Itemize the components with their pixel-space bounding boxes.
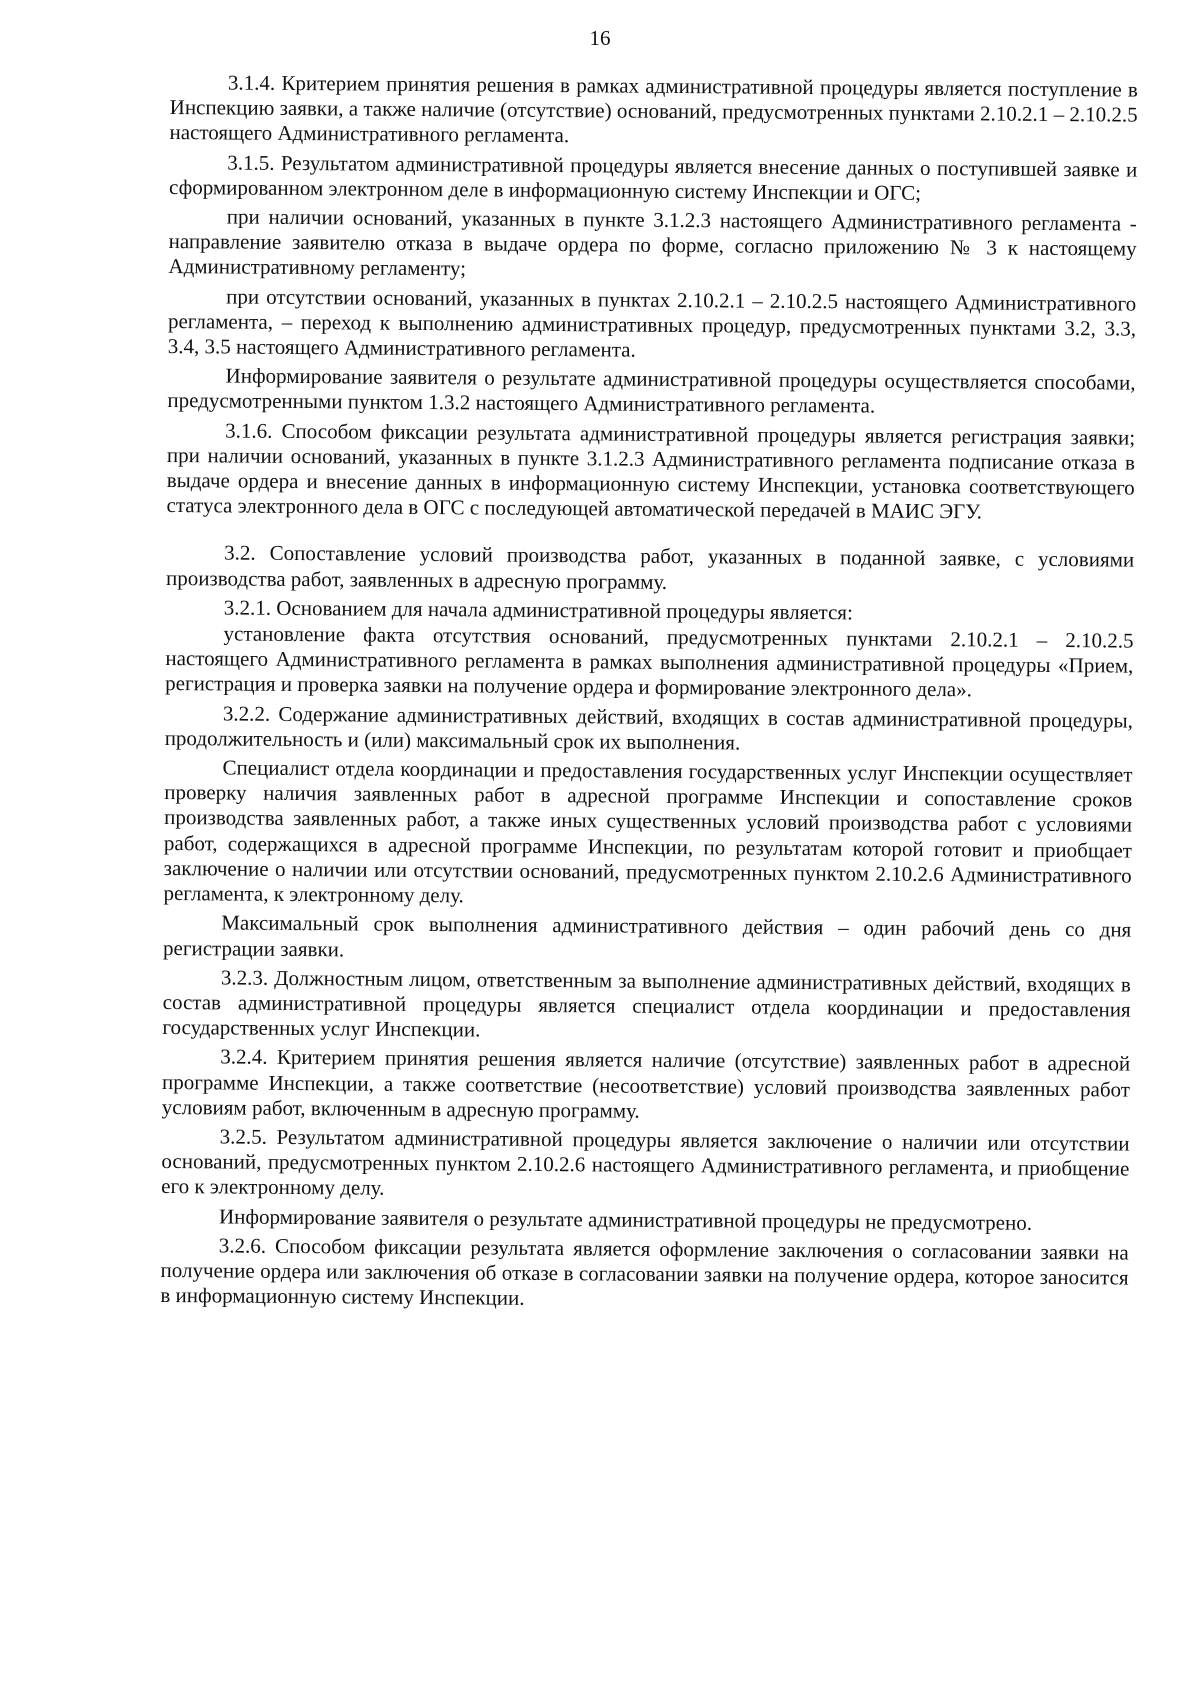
page-number: 16 <box>589 26 611 50</box>
paragraph-max-term: Максимальный срок выполнения административного действия – один рабочий день со дня регистрации заявки. <box>163 910 1132 961</box>
paragraph-3-1-6: 3.1.6. Способом фиксации результата административной процедуры является регистрация заявки; при наличии оснований, указанных в пункте 3.1.2.3 Административного регламента подписание отказа в выдаче ордера и внесение данных в информационную систему Инспекции, установка соответствующего статуса электронного дела в ОГС с последующей автоматической передачей в МАИС ЭГУ. <box>166 418 1136 524</box>
paragraph-3-1-5: 3.1.5. Результатом административной процедуры является внесение данных о поступившей заявке и сформированном электронном деле в информационную систему Инспекции и ОГС; <box>168 150 1138 205</box>
paragraph-establishing-fact: установление факта отсутствия оснований, предусмотренных пунктами 2.10.2.1 – 2.10.2.5 настоящего Административного регламента в рамках выполнения административной процедуры «Прием, регистрация и проверка заявки на получение ордера и формирование электронного дела». <box>165 621 1134 702</box>
paragraph-no-grounds-case: при отсутствии оснований, указанных в пунктах 2.10.2.1 – 2.10.2.5 настоящего Административного регламента, – переход к выполнению административных процедур, предусмотренных пунктами 3.2, 3.3, 3.4, 3.5 настоящего Административного регламента. <box>167 284 1137 362</box>
paragraph-specialist-check: Специалист отдела координации и предоставления государственных услуг Инспекции осуществляет проверку наличия заявленных работ в адресной программе Инспекции и сопоставление сроков производства заявленных работ, а также иных существенных условий производства работ с условиями работ, содержащихся в адресной программе Инспекции, по результатам которой готовит и приобщает заключение о наличии или отсутствии оснований, предусмотренных пунктом 2.10.2.6 Административного регламента, к электронному делу. <box>163 755 1133 908</box>
document-body <box>160 70 1138 1320</box>
paragraph-3-2-2: 3.2.2. Содержание административных действий, входящих в состав административной процедуры, продолжительность и (или) максимальный срок их выполнения. <box>164 701 1134 755</box>
paragraph-refusal-case: при наличии оснований, указанных в пункте 3.1.2.3 настоящего Административного регламента - направление заявителю отказа в выдаче ордера по форме, согласно приложению № 3 к настоящему Административному регламенту; <box>168 204 1137 281</box>
paragraph-3-2-4: 3.2.4. Критерием принятия решения является наличие (отсутствие) заявленных работ в адресной программе Инспекции, а также соответствие (несоответствие) условий производства заявленных работ условиям работ, включенным в адресную программу. <box>161 1044 1131 1123</box>
paragraph-informing-not-provided: Информирование заявителя о результате административной процедуры не предусмотрено. <box>218 1203 1033 1235</box>
paragraph-3-2: 3.2. Сопоставление условий производства работ, указанных в поданной заявке, с условиями производства работ, заявленных в адресную программу. <box>165 540 1135 594</box>
paragraph-informing-applicant: Информирование заявителя о результате административной процедуры осуществляется способами, предусмотренными пунктом 1.3.2 настоящего Административного регламента. <box>167 363 1136 418</box>
paragraph-3-2-1: 3.2.1. Основанием для начала административной процедуры является: <box>223 595 853 625</box>
paragraph-3-1-4: 3.1.4. Критерием принятия решения в рамках административной процедуры является поступление в Инспекцию заявки, а также наличие (отсутствие) оснований, предусмотренных пунктами 2.10.2.1 – 2.10.2.5 настоящего Административного регламента. <box>169 70 1138 148</box>
paragraph-3-2-3: 3.2.3. Должностным лицом, ответственным за выполнение административных действий, входящих в состав административной процедуры является специалист отдела координации и предоставления государственных услуг Инспекции. <box>162 965 1131 1042</box>
paragraph-3-2-5: 3.2.5. Результатом административной процедуры является заключение о наличии или отсутствии оснований, предусмотренных пунктом 2.10.2.6 настоящего Административного регламента, и приобщение его к электронному делу. <box>161 1124 1130 1201</box>
paragraph-3-2-6: 3.2.6. Способом фиксации результата является оформление заключения о согласовании заявки на получение ордера или заключения об отказе в согласовании заявки на получение ордера, которое заносится в информационную систему Инспекции. <box>160 1233 1129 1310</box>
